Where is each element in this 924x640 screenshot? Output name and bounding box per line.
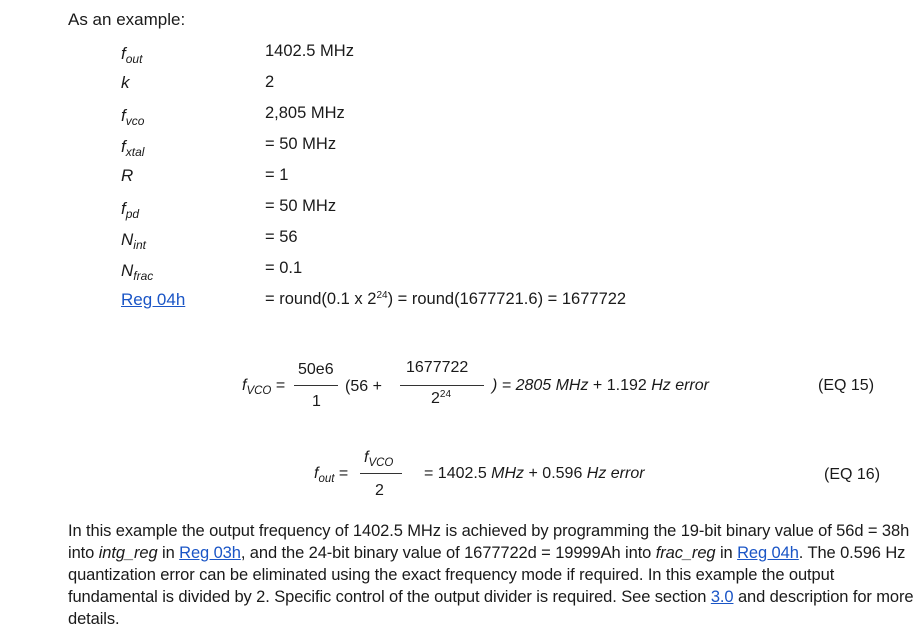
reg-03h-link[interactable]: Reg 03h xyxy=(179,544,241,562)
reg04-value: = round(0.1 x $2^{24}$) = round(1677721.6) = 1677722 xyxy=(265,290,627,308)
param-value: 1402.5 MHz xyxy=(265,42,354,60)
intro-text: As an example: xyxy=(68,10,186,29)
eq16-label: (EQ 16) xyxy=(824,466,881,483)
eq15-middle: (56 + xyxy=(345,378,382,395)
eq16-rhs: = 1402.5 MHz + 0.596 Hz error xyxy=(424,465,645,482)
eq15-rhs: ) = 2805 MHz + 1.192 Hz error xyxy=(492,377,709,394)
eq15-label: (EQ 15) xyxy=(818,377,875,394)
param-value: 2 xyxy=(265,73,275,91)
param-symbol: $f_{xtal}$ xyxy=(121,137,145,159)
eq16-fraction-bar xyxy=(360,473,402,474)
eq15-fraction-bar-1 xyxy=(294,385,338,386)
param-value: = 0.1 xyxy=(265,259,303,277)
param-symbol: $N_{int}$ xyxy=(121,230,146,252)
param-value: = 50 MHz xyxy=(265,197,337,215)
eq15-lhs: $f_{VCO}$ = xyxy=(242,377,286,397)
param-value: = 1 xyxy=(265,166,289,184)
description-paragraph: In this example the output frequency of 1402.5 MHz is achieved by programming the 19-bit binary value of 56d = 38h into intg_reg in Reg 03h, and the 24-bit binary value of 1677722d = 19999Ah into frac_reg in Reg 04h. The 0.596 Hz quantization error can be eliminated using the exact frequency mode if required. In this example the output fundamental is divided by 2. Specific control of the output divider is required. See section 3.0 and description for more details. xyxy=(68,522,914,628)
eq16-lhs: $f_{out}$ = xyxy=(314,465,349,485)
param-symbol: R xyxy=(121,166,134,185)
eq15-denominator-1: 1 xyxy=(312,393,321,410)
param-symbol: $N_{frac}$ xyxy=(121,261,154,283)
reg-04h-link[interactable]: Reg 04h xyxy=(737,544,799,562)
eq16-numerator: $f_{VCO}$ xyxy=(364,449,394,469)
param-symbol: $f_{vco}$ xyxy=(121,106,145,128)
eq15-fraction-bar-2 xyxy=(400,385,484,386)
eq16-denominator: 2 xyxy=(375,482,384,499)
eq15-numerator-1: 50e6 xyxy=(298,361,334,378)
eq15-denominator-2: $2^{24}$ xyxy=(431,389,452,407)
param-value: = 56 xyxy=(265,228,298,246)
reg-04h-link[interactable]: Reg 04h xyxy=(121,290,186,309)
param-value: = 50 MHz xyxy=(265,135,337,153)
param-symbol: $f_{out}$ xyxy=(121,44,143,66)
param-symbol: k xyxy=(121,73,130,92)
param-symbol xyxy=(121,290,185,310)
eq15-numerator-2: 1677722 xyxy=(406,359,469,376)
param-value: 2,805 MHz xyxy=(265,104,345,122)
param-symbol: $f_{pd}$ xyxy=(121,199,140,221)
section-3-0-link[interactable]: 3.0 xyxy=(710,588,734,606)
